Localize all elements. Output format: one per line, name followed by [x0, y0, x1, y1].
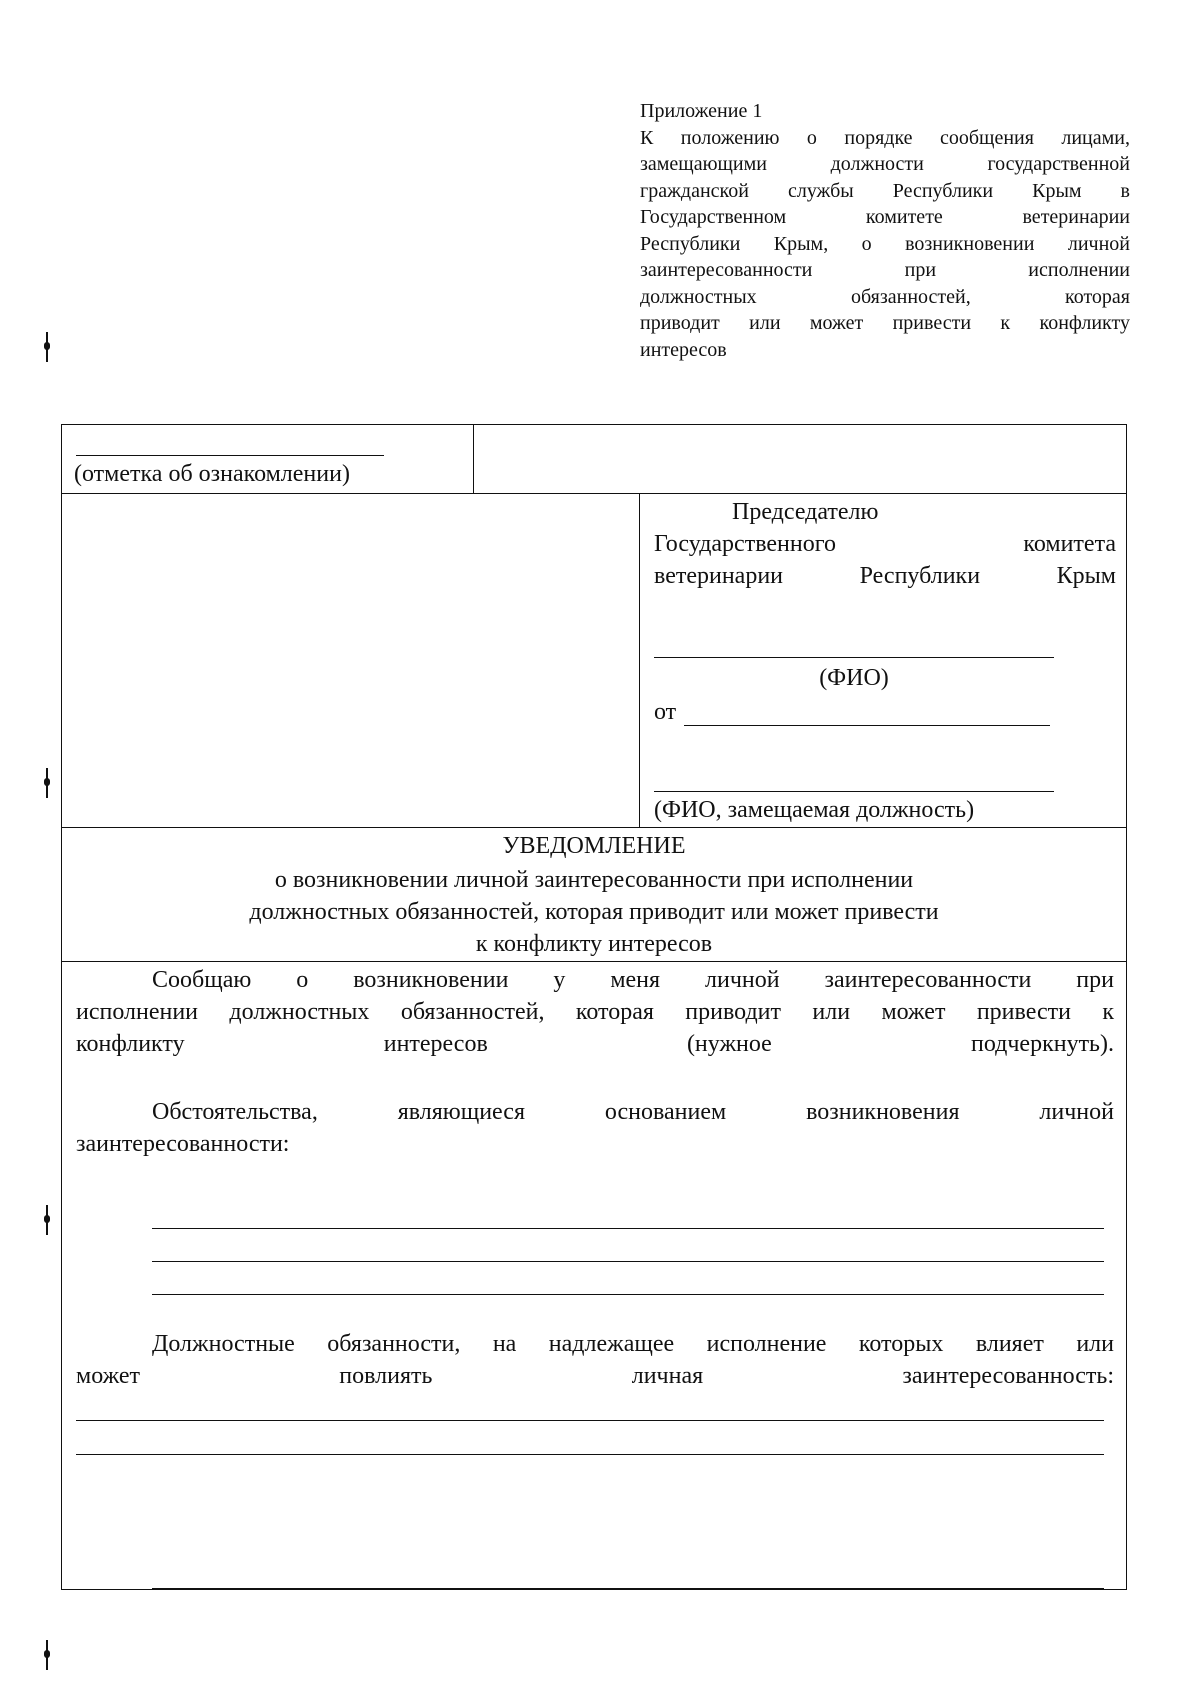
- body-para1: конфликту интересов (нужное подчеркнуть).: [76, 1031, 1114, 1057]
- annex-line: Республики Крым, о возникновении личной: [640, 232, 1130, 255]
- bottom-signature-line[interactable]: [152, 1588, 1104, 1589]
- notice-title: УВЕДОМЛЕНИЕ: [502, 833, 686, 859]
- body-para3: Должностные обязанности, на надлежащее исполнение которых влияет или: [152, 1331, 1114, 1357]
- annex-line: должностных обязанностей, которая: [640, 285, 1130, 308]
- from-fio-line[interactable]: [684, 725, 1050, 726]
- body-para1: Сообщаю о возникновении у меня личной заинтересованности при: [152, 967, 1114, 993]
- row-divider: [62, 493, 1126, 494]
- annex-line: гражданской службы Республики Крым в: [640, 179, 1130, 202]
- chairman-fio-line[interactable]: [654, 657, 1054, 658]
- fio-position-label: (ФИО, замещаемая должность): [654, 797, 975, 823]
- cell-divider: [639, 493, 640, 827]
- body-para2: заинтересованности:: [76, 1131, 290, 1157]
- addressee-line2: Государственного комитета: [654, 531, 1116, 557]
- acknowledgement-line[interactable]: [76, 455, 384, 456]
- annex-title: Приложение 1: [640, 100, 763, 122]
- notice-subtitle: о возникновении личной заинтересованности при исполнении: [274, 867, 914, 893]
- notice-subtitle: к конфликту интересов: [475, 931, 713, 957]
- binding-mark: [44, 768, 50, 798]
- body-para2: Обстоятельства, являющиеся основанием возникновения личной: [152, 1099, 1114, 1125]
- annex-line: интересов: [640, 338, 727, 361]
- body-para1: исполнении должностных обязанностей, которая приводит или может привести к: [76, 999, 1114, 1025]
- notification-form: [61, 424, 1127, 1590]
- binding-mark: [44, 332, 50, 362]
- duties-line[interactable]: [76, 1454, 1104, 1455]
- from-label: от: [654, 699, 677, 725]
- row-divider: [62, 827, 1126, 828]
- annex-line: Государственном комитете ветеринарии: [640, 206, 1130, 228]
- acknowledgement-label: (отметка об ознакомлении): [74, 461, 350, 487]
- annex-block: [640, 98, 1130, 363]
- circumstances-line[interactable]: [152, 1261, 1104, 1262]
- addressee-line1: Председателю: [732, 499, 879, 525]
- binding-mark: [44, 1640, 50, 1670]
- annex-line: приводит или может привести к конфликту: [640, 312, 1130, 334]
- duties-line[interactable]: [76, 1420, 1104, 1421]
- fio-label: (ФИО): [819, 665, 889, 691]
- binding-mark: [44, 1205, 50, 1235]
- notice-subtitle: должностных обязанностей, которая приводит или может привести: [249, 899, 939, 925]
- annex-line: замещающими должности государственной: [640, 153, 1130, 175]
- row-divider: [62, 961, 1126, 962]
- cell-divider: [473, 425, 474, 493]
- circumstances-line[interactable]: [152, 1294, 1104, 1295]
- body-para3: может повлиять личная заинтересованность:: [76, 1363, 1114, 1389]
- annex-line: К положению о порядке сообщения лицами,: [640, 126, 1130, 149]
- annex-line: заинтересованности при исполнении: [640, 259, 1130, 281]
- circumstances-line[interactable]: [152, 1228, 1104, 1229]
- addressee-line3: ветеринарии Республики Крым: [654, 563, 1116, 589]
- fio-position-line[interactable]: [654, 791, 1054, 792]
